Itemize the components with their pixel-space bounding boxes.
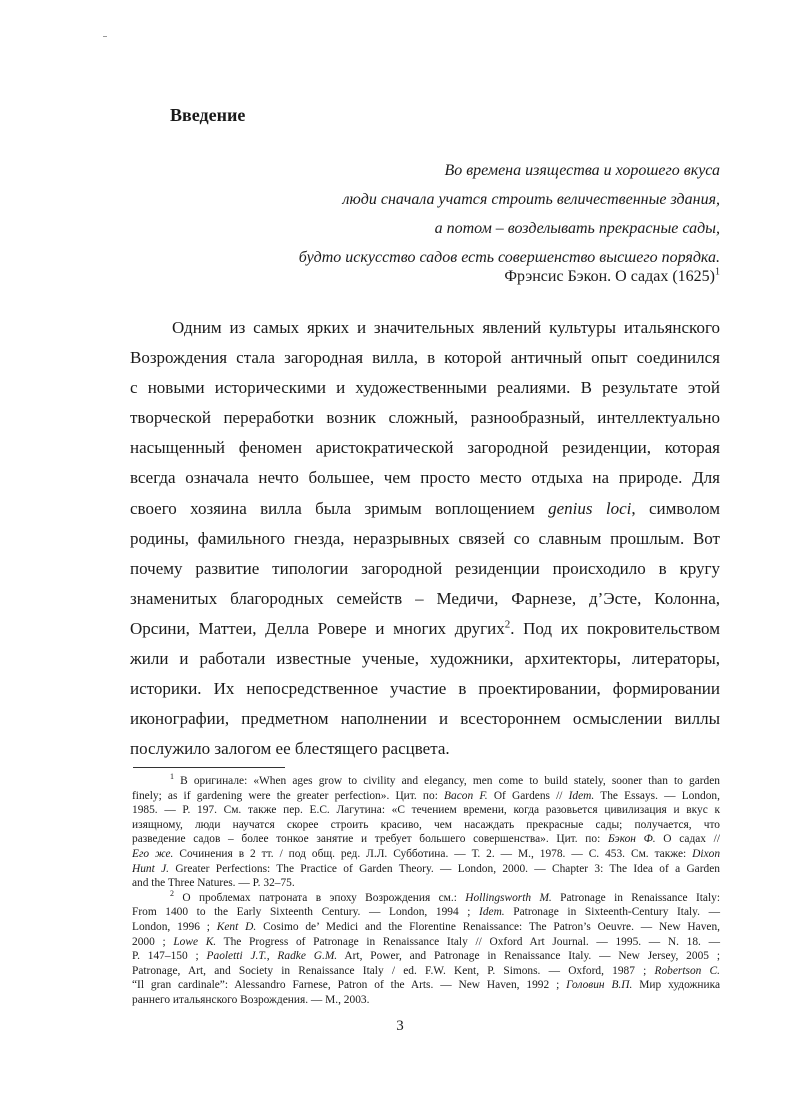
epigraph-attribution [400, 268, 720, 286]
paragraph-line: родины, фамильного гнезда, неразрывных связей со славным прошлым. Вот [130, 528, 720, 548]
text-run: Cosimo de’ Medici and the Florentine Renaissance: The Patron’s Oeuvre. — New Haven, [256, 920, 720, 933]
author-name: Paoletti J.T., Radke G.M. [206, 950, 338, 963]
text-run: Greater Perfections: The Practice of Garden Theory. — London, 2000. — Chapter 3: The Idea of a Garden [169, 862, 720, 875]
author-name: Головин В.П. [566, 979, 633, 992]
footnote-1-line [132, 832, 720, 847]
paragraph-line: всегда означала нечто большее, чем просто место отдыха на природе. Для [130, 468, 720, 488]
author-name: Robertson C. [654, 964, 720, 977]
author-name: Kent D. [216, 920, 257, 933]
epigraph-line: будто искусство садов есть совершенство высшего порядка. [298, 249, 720, 266]
author-name: Hollingsworth M. [465, 891, 552, 904]
footnote-1-line [132, 862, 720, 877]
text-run: Of Gardens // [487, 789, 569, 802]
paragraph-line: почему развитие типологии загородной резиденции происходило в кругу [130, 558, 720, 578]
text-run: Patronage in Renaissance Italy: [551, 891, 720, 904]
text-run: Мир художника [632, 979, 720, 992]
text-run: Сочинения в 2 тт. / под общ. ред. Л.Л. Субботина. — Т. 2. — М., 1978. — С. 453. См. также: [173, 847, 693, 860]
footnote-1-line [132, 774, 720, 789]
scan-mark [103, 36, 107, 37]
paragraph-line: с новыми историческими и художественными реалиями. В результате этой [130, 378, 720, 398]
footnote-2-line [132, 964, 720, 979]
text-run: разведение садов – более тонкое занятие и требует большего совершенства». Цит. по: [132, 833, 608, 846]
text-run: London, 1996 ; [132, 920, 217, 933]
author-name: Lowe K. [173, 935, 217, 948]
text-run: finely; as if gardening were the greater perfection». Цит. по: [132, 789, 445, 802]
epigraph [240, 156, 720, 272]
paragraph-line: творческой переработки возник сложный, разнообразный, интеллектуально [130, 408, 720, 428]
footnotes [132, 774, 720, 1008]
epigraph-line: люди сначала учатся строить величественные здания, [342, 191, 720, 208]
footnote-2-line [132, 935, 720, 950]
italic-term: genius loci [548, 498, 632, 518]
text-run: “Il gran cardinale”: Alessandro Farnese, Patron of the Arts. — New Haven, 1992 ; [132, 979, 567, 992]
footnote-ref-1[interactable]: 1 [715, 266, 720, 278]
paragraph-line [130, 494, 720, 524]
footnote-2-line [132, 920, 720, 935]
paragraph-line: жили и работали известные ученые, художники, архитекторы, литераторы, [130, 649, 720, 669]
footnote-1-line [132, 847, 720, 862]
text-run: О проблемах патроната в эпоху Возрождения см.: [174, 891, 466, 904]
text-run: The Progress of Patronage in Renaissance Italy // Oxford Art Journal. — 1995. — N. 18. — [216, 935, 720, 948]
paragraph-line: Одним из самых ярких и значительных явлений культуры итальянского [172, 318, 720, 337]
footnote-separator [133, 767, 285, 768]
author-name: Его же. [132, 847, 174, 860]
text-run: From 1400 to the Early Sixteenth Century. — London, 1994 ; [132, 906, 480, 919]
text-run: Art, Power, and Patronage in Renaissance Italy. — New Jersey, 2005 ; [337, 950, 720, 963]
paragraph-line: Возрождения стала загородная вилла, в которой античный опыт соединился [130, 348, 720, 368]
author-name: Idem. [568, 789, 595, 802]
footnote-1-line: изящному, люди научатся скорее строить красиво, чем насаждать прекрасные сады; получается, что [132, 818, 720, 831]
text-run: P. 147–150 ; [132, 950, 207, 963]
footnote-2-line [132, 949, 720, 964]
text-run: Patronage in Sixteenth-Century Italy. — [504, 906, 720, 919]
attribution-text: Фрэнсис Бэкон. О садах (1625) [504, 268, 715, 285]
author-name: Бэкон Ф. [607, 833, 656, 846]
footnote-2-number: 2 [170, 888, 174, 898]
footnote-ref-2[interactable]: 2 [504, 618, 511, 631]
paragraph-line [130, 614, 720, 644]
body-paragraph [130, 313, 720, 764]
paragraph-line: знаменитых благородных семейств – Медичи, Фарнезе, д’Эсте, Колонна, [130, 588, 720, 608]
author-name: Hunt J. [132, 862, 169, 875]
text-run: The Essays. — London, [594, 789, 720, 802]
text-run: Орсини, Маттеи, Делла Ровере и многих других [130, 618, 505, 638]
footnote-2-line [132, 905, 720, 920]
author-name: Dixon [692, 847, 721, 860]
footnote-1-number: 1 [170, 772, 174, 782]
footnote-2-line [132, 888, 720, 906]
footnote-2-line: раннего итальянского Возрождения. — М., 2003. [132, 993, 370, 1006]
epigraph-line: Во времена изящества и хорошего вкуса [444, 162, 720, 179]
footnote-1-line: and the Three Natures. — P. 32–75. [132, 877, 295, 890]
text-run: своего хозяина вилла была зримым воплощением [130, 498, 549, 518]
text-run: О садах // [655, 833, 720, 846]
footnote-1-line: 1985. — P. 197. См. также пер. Е.С. Лагутина: «С течением времени, когда разовьется цивилизация и вкус к [132, 804, 720, 817]
paragraph-line: послужило залогом ее блестящего расцвета. [130, 739, 450, 759]
text-run: Patronage, Art, and Society in Renaissance Italy / ed. F.W. Kent, P. Simons. — Oxford, 1987 ; [132, 964, 655, 977]
paragraph-line: историки. Их непосредственное участие в проектировании, формировании [130, 679, 720, 699]
section-title: Введение [170, 105, 246, 125]
page-number: 3 [396, 1018, 404, 1034]
footnote-1-line [132, 789, 720, 804]
paragraph-line: насыщенный феномен аристократической загородной резиденции, которая [130, 438, 720, 458]
paragraph-line: иконографии, предметном наполнении и всестороннем осмыслении виллы [130, 709, 720, 729]
text-run: , символом [631, 498, 720, 518]
author-name: Idem. [479, 906, 505, 919]
footnote-2-line [132, 978, 720, 993]
text-run: 2000 ; [132, 935, 174, 948]
epigraph-line: а потом – возделывать прекрасные сады, [434, 220, 720, 237]
text-run: В оригинале: «When ages grow to civility and elegancy, men come to build stately, sooner than to garden [174, 775, 720, 787]
text-run: . Под их покровительством [510, 618, 720, 638]
author-name: Bacon F. [444, 789, 488, 802]
